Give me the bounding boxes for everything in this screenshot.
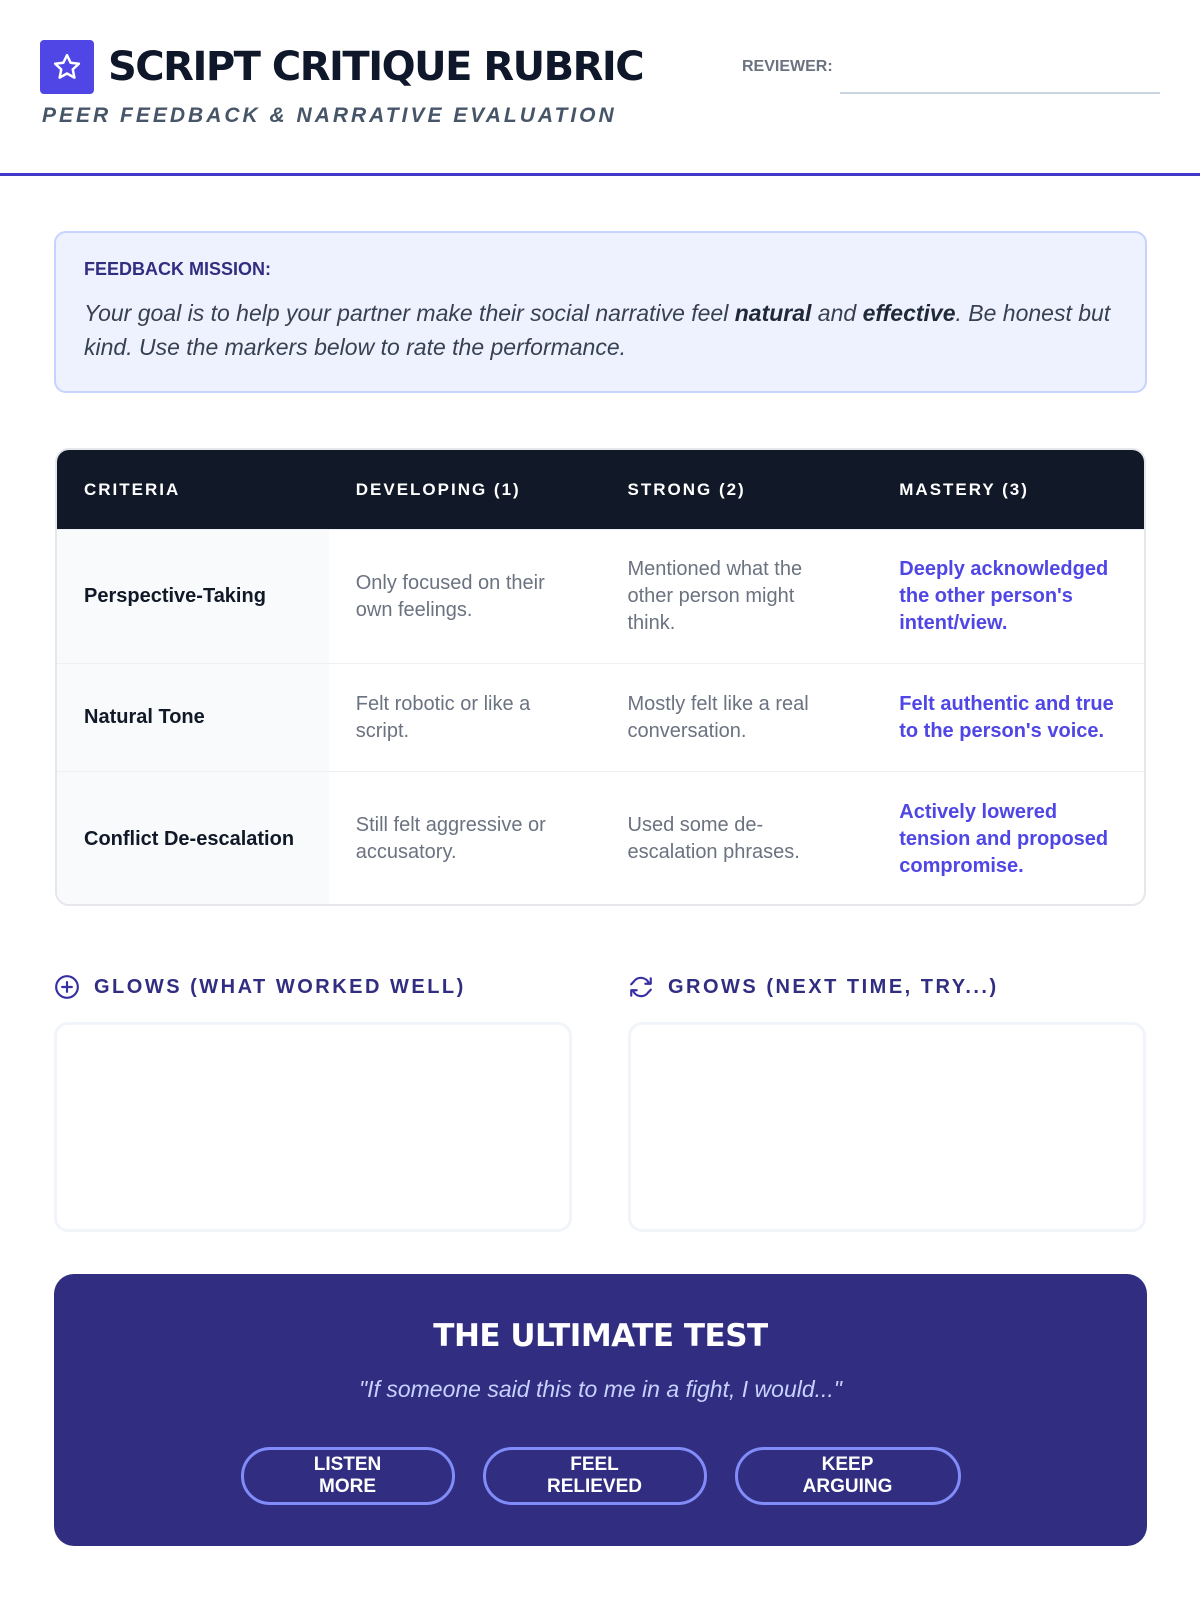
strong-cell[interactable]: Mostly felt like a real conversation. bbox=[627, 692, 809, 742]
developing-cell[interactable]: Felt robotic or like a script. bbox=[355, 692, 531, 742]
mission-text-part: . Be honest but kind. Use the markers below to rate the performance. bbox=[84, 300, 1111, 360]
mission-text-part: and bbox=[811, 300, 863, 326]
header-developing: DEVELOPING (1) bbox=[355, 479, 521, 499]
reviewer-field[interactable] bbox=[840, 92, 1160, 94]
page-subtitle: PEER FEEDBACK & NARRATIVE EVALUATION bbox=[42, 104, 617, 127]
feedback-mission-box bbox=[54, 231, 1147, 393]
strong-cell[interactable]: Mentioned what the other person might think. bbox=[627, 558, 803, 634]
rubric-table bbox=[55, 448, 1146, 906]
mission-emphasis-natural: natural bbox=[734, 300, 812, 326]
header-criteria: CRITERIA bbox=[84, 479, 181, 499]
table-row bbox=[57, 663, 1144, 771]
mission-text bbox=[84, 296, 1117, 364]
mission-text-part: Your goal is to help your partner make their social narrative feel bbox=[84, 300, 735, 326]
criteria-cell: Natural Tone bbox=[57, 664, 329, 771]
mission-emphasis-effective: effective bbox=[862, 300, 956, 326]
criteria-cell: Conflict De-escalation bbox=[57, 772, 329, 906]
ultimate-test-title: THE ULTIMATE TEST bbox=[433, 1318, 768, 1354]
header-strong: STRONG (2) bbox=[627, 479, 746, 499]
grows-input-area[interactable] bbox=[628, 1022, 1146, 1232]
glows-input-area[interactable] bbox=[54, 1022, 572, 1232]
ultimate-test-quote: "If someone said this to me in a fight, I would..." bbox=[359, 1376, 842, 1402]
glows-label: GLOWS (WHAT WORKED WELL) bbox=[94, 975, 466, 998]
mission-label: FEEDBACK MISSION: bbox=[84, 259, 272, 279]
star-icon bbox=[52, 52, 82, 82]
developing-cell[interactable]: Still felt aggressive or accusatory. bbox=[355, 814, 546, 863]
page-title: SCRIPT CRITIQUE RUBRIC bbox=[108, 44, 644, 90]
strong-cell[interactable]: Used some de-escalation phrases. bbox=[627, 814, 800, 863]
plus-circle-icon bbox=[54, 974, 80, 1000]
mastery-cell[interactable]: Actively lowered tension and proposed compromise. bbox=[899, 800, 1109, 877]
listen-more-button[interactable]: LISTEN MORE bbox=[241, 1447, 455, 1505]
table-row bbox=[57, 529, 1144, 663]
grows-heading bbox=[628, 972, 999, 1002]
mastery-cell[interactable]: Deeply acknowledged the other person's intent/view. bbox=[899, 558, 1109, 634]
table-row bbox=[57, 771, 1144, 906]
feel-relieved-button[interactable]: FEEL RELIEVED bbox=[483, 1447, 707, 1505]
refresh-icon bbox=[628, 974, 654, 1000]
page-header bbox=[0, 0, 1200, 176]
glows-heading bbox=[54, 972, 466, 1002]
ultimate-test-panel bbox=[54, 1274, 1147, 1546]
header-mastery: MASTERY (3) bbox=[899, 479, 1029, 499]
criteria-cell: Perspective-Taking bbox=[57, 530, 329, 663]
mastery-cell[interactable]: Felt authentic and true to the person's voice. bbox=[899, 692, 1114, 742]
grows-label: GROWS (NEXT TIME, TRY...) bbox=[668, 975, 999, 998]
developing-cell[interactable]: Only focused on their own feelings. bbox=[355, 571, 545, 621]
logo-badge bbox=[40, 40, 94, 94]
keep-arguing-button[interactable]: KEEP ARGUING bbox=[735, 1447, 961, 1505]
rubric-header-row bbox=[57, 450, 1144, 529]
ultimate-test-options bbox=[54, 1447, 1147, 1505]
reviewer-label: REVIEWER: bbox=[742, 58, 833, 75]
